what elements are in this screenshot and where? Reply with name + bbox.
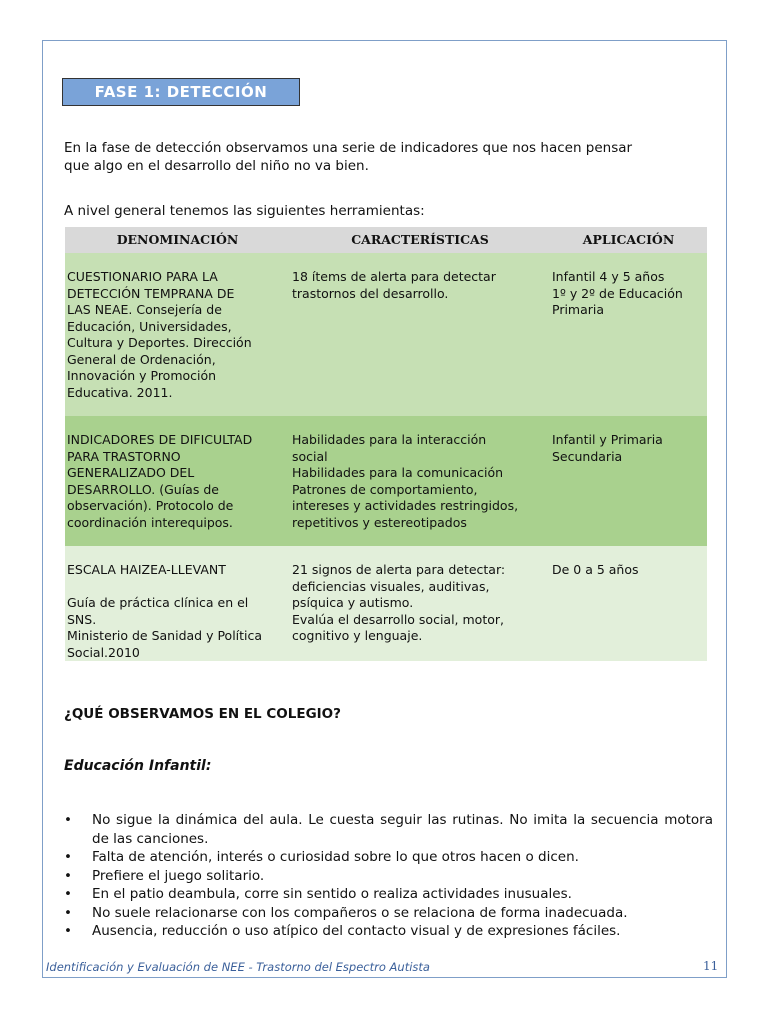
cell-line: intereses y actividades restringidos, (292, 498, 519, 513)
cell-line: 1º y 2º de Educación (552, 285, 683, 301)
bullet-icon: • (64, 867, 72, 884)
cell-line (67, 579, 288, 596)
cell-line: 21 signos de alerta para detectar: (292, 562, 506, 577)
table-header-row (65, 227, 707, 253)
cell-line: social (292, 448, 328, 464)
bullet-icon: • (64, 886, 72, 902)
tools-table (65, 227, 707, 661)
cell-line: 18 ítems de alerta para detectar (292, 269, 496, 284)
cell-line: LAS NEAE. Consejería de (67, 302, 222, 317)
table-row (65, 546, 707, 661)
cell-line: Habilidades para la comunicación (292, 465, 504, 480)
bullet-icon: • (64, 904, 72, 921)
infantil-heading: Educación Infantil: (64, 758, 212, 774)
list-item (64, 848, 713, 867)
cell-line: observación). Protocolo de (67, 498, 234, 513)
page-number: 11 (703, 959, 719, 973)
cell-line: Secundaria (552, 448, 623, 464)
cell-line: General de Ordenación, (67, 351, 216, 367)
cell-line: Educativa. 2011. (67, 384, 173, 400)
cell-caracteristicas (290, 546, 550, 661)
cell-line: SNS. (67, 611, 97, 627)
header-denominacion: DENOMINACIÓN (65, 227, 290, 253)
cell-line: Habilidades para la interacción (292, 432, 487, 447)
cell-caracteristicas (290, 253, 550, 416)
cell-line: Evalúa el desarrollo social, motor, (292, 611, 504, 627)
bullet-icon: • (64, 923, 72, 939)
intro-line: En la fase de detección observamos una serie de indicadores que nos hacen pensar (64, 140, 633, 156)
cell-denominacion (65, 253, 290, 416)
table-row (65, 416, 707, 546)
cell-line: Primaria (552, 302, 605, 317)
list-item-text: En el patio deambula, corre sin sentido o realiza actividades inusuales. (92, 886, 572, 902)
list-item (64, 904, 713, 923)
list-item (64, 867, 713, 886)
cell-caracteristicas (290, 416, 550, 546)
intro-paragraph (64, 139, 714, 175)
list-item-text: Ausencia, reducción o uso atípico del contacto visual y de expresiones fáciles. (92, 923, 621, 939)
cell-line: coordinación interequipos. (67, 514, 233, 530)
cell-line: psíquica y autismo. (292, 595, 414, 610)
cell-line: INDICADORES DE DIFICULTAD (67, 432, 253, 447)
cell-line: De 0 a 5 años (552, 562, 639, 577)
cell-line: Infantil 4 y 5 años (552, 269, 665, 284)
cell-line: Cultura y Deportes. Dirección (67, 335, 252, 350)
list-item-text: Prefiere el juego solitario. (92, 867, 265, 884)
phase-title: FASE 1: DETECCIÓN (62, 78, 300, 106)
cell-line: CUESTIONARIO PARA LA (67, 269, 218, 284)
cell-line: DESARROLLO. (Guías de (67, 481, 219, 497)
cell-line: Educación, Universidades, (67, 318, 232, 334)
header-aplicacion: APLICACIÓN (550, 227, 707, 253)
bullet-icon: • (64, 849, 72, 865)
cell-line: ESCALA HAIZEA-LLEVANT (67, 562, 226, 577)
table-row (65, 253, 707, 416)
question-heading: ¿QUÉ OBSERVAMOS EN EL COLEGIO? (64, 706, 341, 722)
list-item (64, 811, 713, 848)
list-item (64, 922, 713, 941)
cell-line: repetitivos y estereotipados (292, 514, 467, 530)
list-item-text: No sigue la dinámica del aula. Le cuesta seguir las rutinas. No imita la secuencia motora de las canciones. (92, 812, 713, 847)
cell-aplicacion (550, 416, 707, 546)
header-caracteristicas: CARACTERÍSTICAS (290, 227, 550, 253)
list-item-text: Falta de atención, interés o curiosidad sobre lo que otros hacen o dicen. (92, 849, 579, 865)
tools-intro: A nivel general tenemos las siguientes herramientas: (64, 203, 425, 219)
cell-line: Ministerio de Sanidad y Política (67, 628, 263, 643)
cell-denominacion (65, 546, 290, 661)
cell-aplicacion (550, 253, 707, 416)
cell-line: Patrones de comportamiento, (292, 481, 478, 497)
cell-line: cognitivo y lenguaje. (292, 628, 423, 643)
bullet-icon: • (64, 812, 72, 828)
cell-line: trastornos del desarrollo. (292, 285, 449, 301)
cell-line: Guía de práctica clínica en el (67, 595, 249, 610)
cell-aplicacion (550, 546, 707, 661)
cell-line: Innovación y Promoción (67, 368, 217, 383)
cell-line: Infantil y Primaria (552, 432, 663, 447)
cell-line: DETECCIÓN TEMPRANA DE (67, 285, 235, 301)
observation-list (64, 811, 713, 941)
intro-line: que algo en el desarrollo del niño no va bien. (64, 158, 369, 174)
cell-line: deficiencias visuales, auditivas, (292, 578, 490, 594)
footer-title: Identificación y Evaluación de NEE - Trastorno del Espectro Autista (46, 960, 430, 974)
list-item-text: No suele relacionarse con los compañeros o se relaciona de forma inadecuada. (92, 904, 628, 921)
list-item (64, 885, 713, 904)
cell-line: Social.2010 (67, 644, 140, 660)
cell-line: GENERALIZADO DEL (67, 465, 195, 480)
cell-line: PARA TRASTORNO (67, 448, 181, 464)
cell-denominacion (65, 416, 290, 546)
